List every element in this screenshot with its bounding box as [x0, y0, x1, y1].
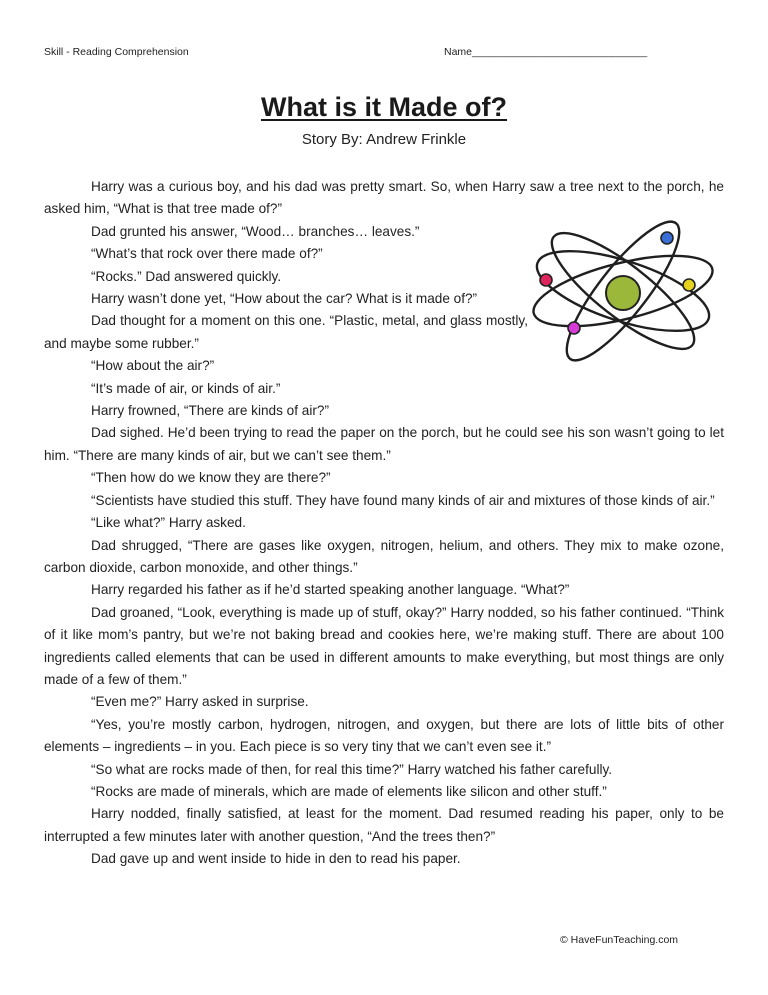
- nucleus: [606, 276, 640, 310]
- story-paragraph: “Rocks.” Dad answered quickly.: [91, 268, 282, 284]
- story-paragraph: Harry was a curious boy, and his dad was pretty smart. So, when Harry saw a tree next to the porch, he asked him, “What is that tree made of?”: [44, 179, 724, 217]
- electron-blue: [661, 232, 673, 244]
- electron-magenta: [568, 322, 580, 334]
- skill-label: Skill - Reading Comprehension: [44, 46, 189, 58]
- atom-icon: [528, 203, 724, 373]
- story-paragraph: “Rocks are made of minerals, which are made of elements like silicon and other stuff.”: [91, 783, 607, 799]
- electron-red: [540, 274, 552, 286]
- story-paragraph: Dad thought for a moment on this one. “Plastic, metal, and glass mostly, and maybe some rubber.”: [44, 313, 528, 351]
- story-paragraph: “It’s made of air, or kinds of air.”: [91, 380, 281, 396]
- story-paragraph: “What’s that rock over there made of?”: [91, 246, 323, 262]
- story-paragraph: “How about the air?”: [91, 358, 215, 374]
- story-paragraph: “Yes, you’re mostly carbon, hydrogen, nitrogen, and oxygen, but there are lots of little bits of other elements – ingredients – in you. Each piece is so very tiny that we can’t even see it.”: [44, 716, 724, 755]
- story-paragraph: “So what are rocks made of then, for real this time?” Harry watched his father carefully.: [91, 761, 613, 777]
- story-paragraph: Harry frowned, “There are kinds of air?”: [91, 403, 329, 419]
- name-field-label: Name______________________________: [444, 46, 648, 58]
- story-paragraph: Dad shrugged, “There are gases like oxygen, nitrogen, helium, and others. They mix to make ozone, carbon dioxide, carbon monoxide, and other things.”: [44, 537, 724, 575]
- electron-yellow: [683, 279, 695, 291]
- story-paragraph: “Even me?” Harry asked in surprise.: [91, 694, 309, 710]
- story-paragraph: Harry wasn’t done yet, “How about the car? What is it made of?”: [91, 291, 478, 307]
- story-paragraph: Dad sighed. He’d been trying to read the paper on the porch, but he could see his son wasn’t going to let him. “There are many kinds of air, but we can’t see them.”: [44, 425, 724, 463]
- story-paragraph: “Scientists have studied this stuff. They have found many kinds of air and mixtures of those kinds of air.”: [91, 492, 715, 508]
- story-paragraph: Harry regarded his father as if he’d started speaking another language. “What?”: [91, 582, 570, 598]
- story-paragraph: “Then how do we know they are there?”: [91, 470, 331, 486]
- worksheet-header: [44, 46, 724, 62]
- story-paragraph: “Like what?” Harry asked.: [91, 515, 246, 531]
- story-paragraph: Harry nodded, finally satisfied, at least for the moment. Dad resumed reading his paper, only to be interrupted a few minutes later with another question, “And the trees then?”: [44, 806, 724, 844]
- story-byline: Story By: Andrew Frinkle: [301, 131, 467, 148]
- story-title: What is it Made of?: [261, 92, 507, 122]
- story-paragraph: Dad groaned, “Look, everything is made up of stuff, okay?” Harry nodded, so his father continued. “Think of it like mom’s pantry, but we’re not baking bread and cookies here, we’re making stuff. There are about 100 ingredients called elements that can be used in different amounts to make everything, but most things are only made of a few of them.”: [44, 604, 724, 687]
- copyright-footer: © HaveFunTeaching.com: [560, 934, 679, 946]
- story-paragraph: Dad grunted his answer, “Wood… branches… leaves.”: [91, 223, 420, 239]
- story-paragraph: Dad gave up and went inside to hide in den to read his paper.: [91, 851, 461, 867]
